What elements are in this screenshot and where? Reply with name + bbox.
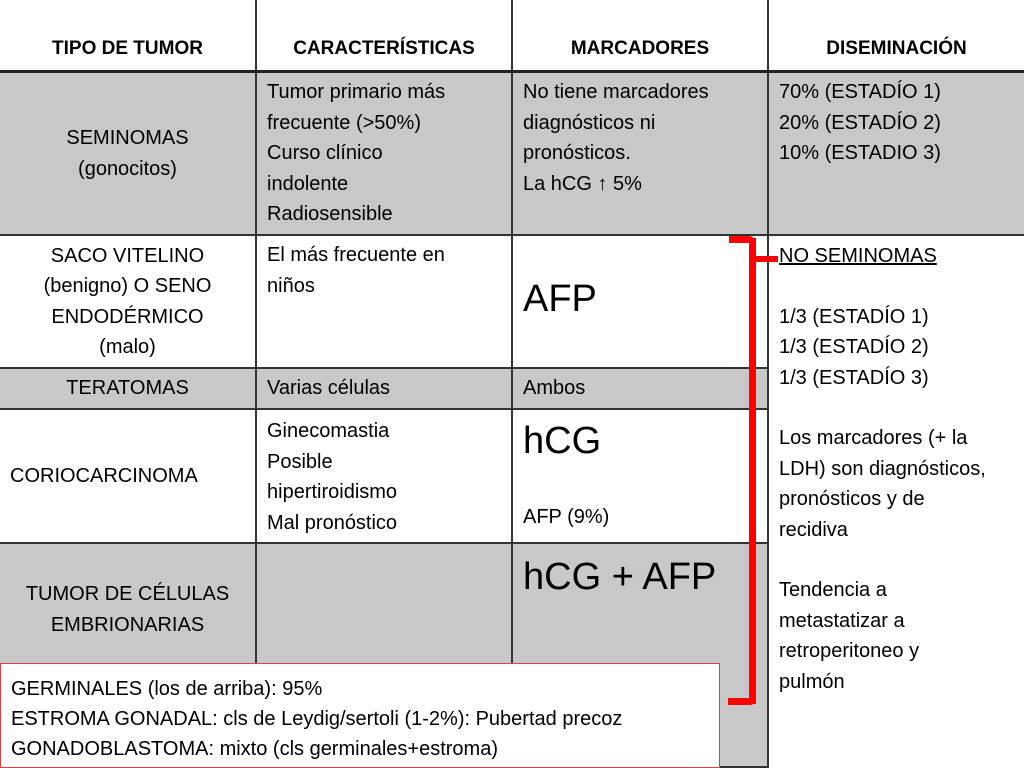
text: SACO VITELINO — [50, 244, 205, 267]
text: SEMINOMAS — [66, 127, 189, 149]
note-line: GONADOBLASTOMA: mixto (cls germinales+estroma) — [11, 738, 498, 760]
note-line: ESTROMA GONADAL: cls de Leydig/sertoli (1-2%): Pubertad precoz — [11, 708, 623, 730]
text: LDH) son diagnósticos, — [779, 457, 986, 480]
no-seminomas-title: NO SEMINOMAS — [779, 245, 937, 267]
text: Curso clínico — [267, 142, 383, 164]
text: La hCG ↑ 5% — [523, 172, 642, 195]
text: Tumor primario más — [267, 81, 446, 103]
marker-afp-9: AFP (9%) — [523, 506, 610, 528]
caracteristicas-teratomas: Varias células — [257, 369, 513, 410]
note-box — [0, 663, 720, 768]
marcadores-saco-vitelino — [513, 236, 769, 369]
caracteristicas-saco-vitelino — [257, 236, 513, 369]
text: ENDODÉRMICO — [51, 305, 204, 328]
header-diseminacion: DISEMINACIÓN — [769, 0, 1024, 73]
text: TUMOR DE CÉLULAS — [25, 583, 230, 605]
text: Tendencia a — [779, 579, 887, 601]
text: El más frecuente en — [267, 244, 445, 266]
text: recidiva — [779, 518, 848, 541]
text: 20% (ESTADÍO 2) — [779, 111, 941, 134]
caracteristicas-coriocarcinoma — [257, 410, 513, 544]
tipo-saco-vitelino — [0, 236, 257, 369]
tipo-coriocarcinoma: CORIOCARCINOMA — [0, 410, 257, 544]
header-marcadores: MARCADORES — [513, 0, 769, 73]
text: 1/3 (ESTADÍO 3) — [779, 366, 929, 389]
text: Los marcadores (+ la — [779, 427, 968, 449]
header-caracteristicas: CARACTERÍSTICAS — [257, 0, 513, 73]
tipo-teratomas: TERATOMAS — [0, 369, 257, 410]
note-line: GERMINALES (los de arriba): 95% — [11, 678, 323, 700]
text: retroperitoneo y — [779, 640, 920, 662]
text: frecuente (>50%) — [267, 111, 421, 134]
text: Ginecomastia — [267, 420, 390, 442]
text: pulmón — [779, 670, 845, 693]
text: (benigno) O SENO — [43, 275, 212, 297]
tipo-seminomas — [0, 73, 257, 236]
text: 10% (ESTADIO 3) — [779, 142, 941, 164]
text: (malo) — [99, 336, 156, 358]
text: pronósticos. — [523, 142, 631, 164]
text: (gonocitos) — [78, 157, 177, 180]
text: pronósticos y de — [779, 488, 925, 510]
text: indolente — [267, 172, 349, 195]
marker-hcg-afp: hCG + AFP — [523, 556, 717, 598]
text: 70% (ESTADÍO 1) — [779, 81, 941, 103]
marker-afp: AFP — [523, 278, 597, 320]
header-tipo: TIPO DE TUMOR — [0, 0, 257, 73]
text: diagnósticos ni — [523, 111, 656, 134]
text: Mal pronóstico — [267, 511, 398, 534]
text: 1/3 (ESTADÍO 2) — [779, 336, 929, 358]
marcadores-teratomas: Ambos — [513, 369, 769, 410]
text: niños — [267, 274, 315, 297]
marcadores-coriocarcinoma — [513, 410, 769, 544]
diseminacion-seminomas — [769, 73, 1024, 236]
caracteristicas-seminomas — [257, 73, 513, 236]
text: metastatizar a — [779, 609, 905, 632]
text: EMBRIONARIAS — [50, 613, 205, 636]
text: Posible — [267, 450, 333, 473]
diseminacion-no-seminomas — [769, 236, 1024, 768]
marker-hcg: hCG — [523, 420, 602, 462]
text: No tiene marcadores — [523, 81, 709, 103]
text: hipertiroidismo — [267, 481, 398, 503]
marcadores-seminomas — [513, 73, 769, 236]
text: Radiosensible — [267, 203, 393, 225]
text: 1/3 (ESTADÍO 1) — [779, 305, 929, 328]
